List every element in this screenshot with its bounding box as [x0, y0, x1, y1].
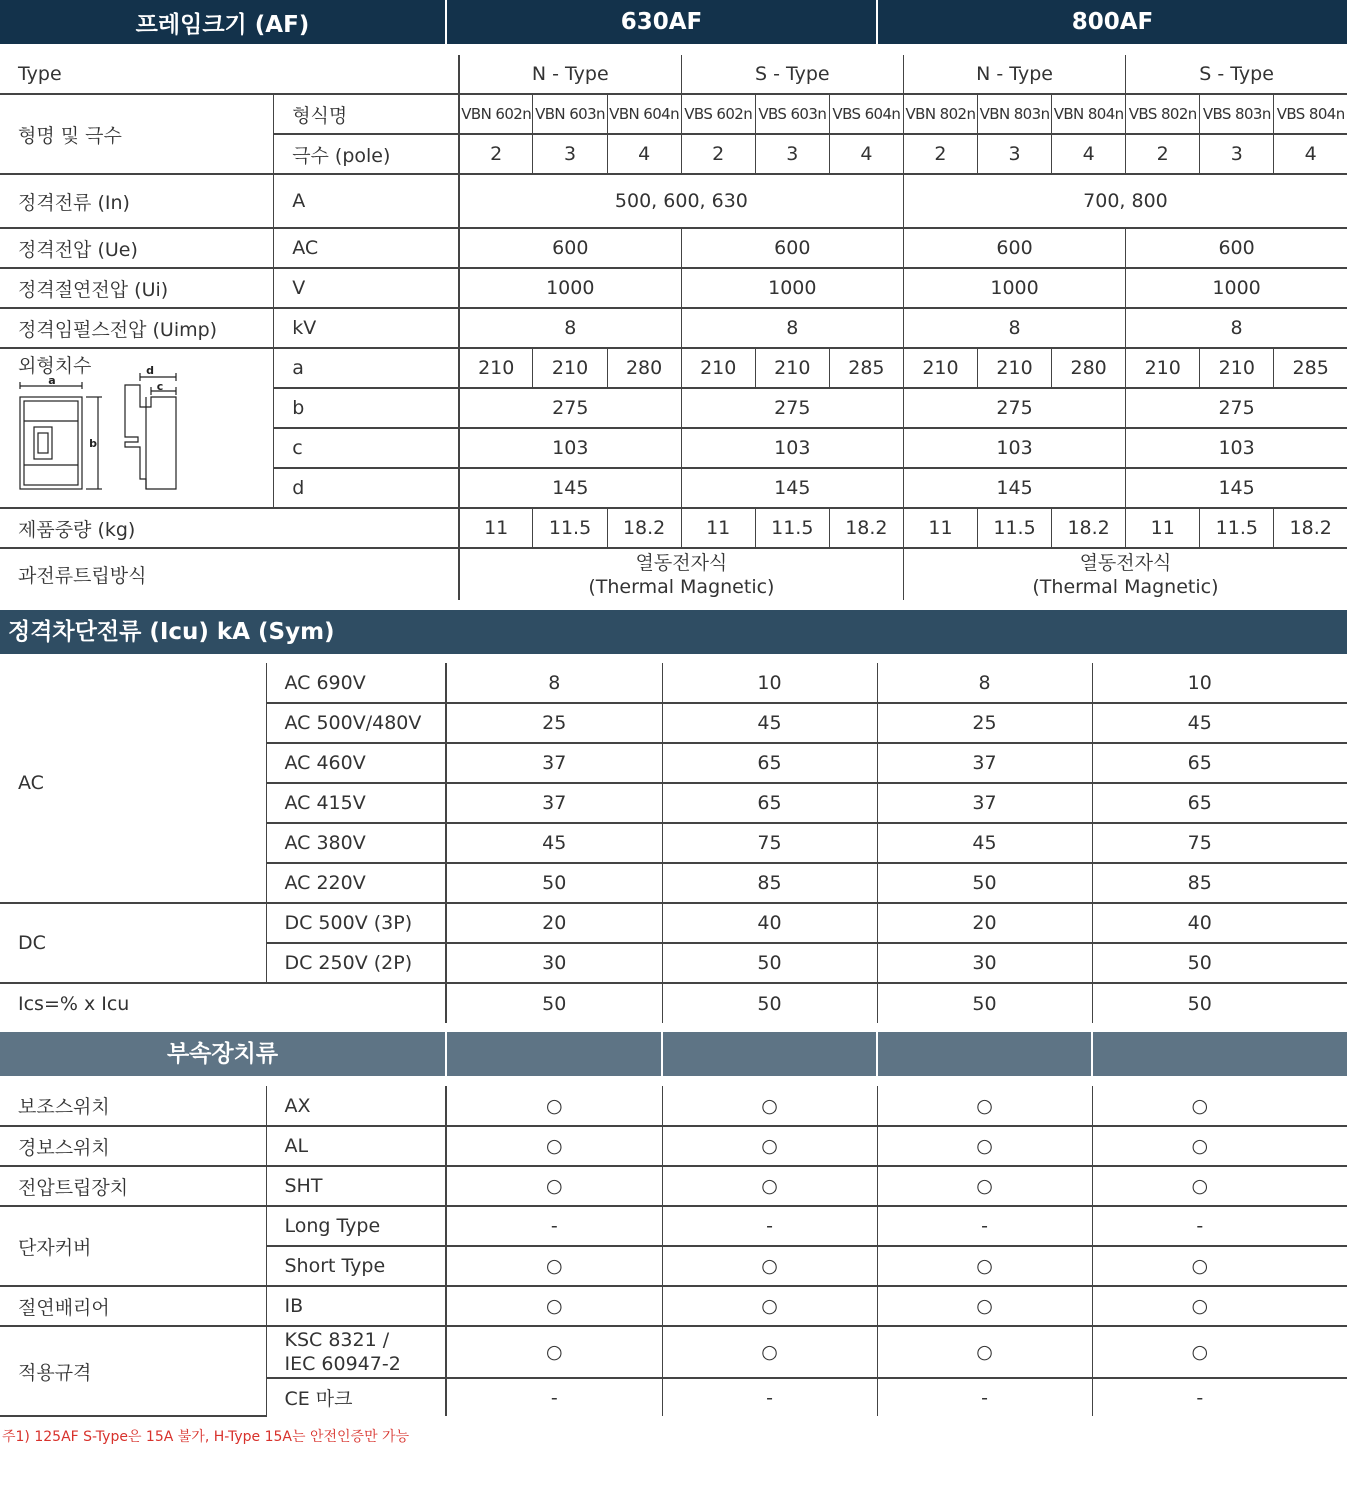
type-n-630: N - Type: [459, 55, 681, 94]
availability-mark: -: [446, 1378, 662, 1416]
ics-label: Ics=% x Icu: [18, 992, 130, 1015]
pole-value: 4: [829, 134, 903, 174]
voltage-label: DC 250V (2P): [266, 943, 446, 983]
ics-value: 50: [446, 983, 662, 1023]
icu-value: 85: [1092, 863, 1347, 903]
dim-a-value: 280: [607, 348, 681, 388]
weight-value: 11.5: [978, 508, 1052, 548]
icu-value: 85: [662, 863, 877, 903]
icu-value: 30: [446, 943, 662, 983]
icu-value: 37: [877, 783, 1092, 823]
model-name: VBS 604n: [829, 94, 903, 134]
weight-value: 11: [459, 508, 533, 548]
diagram-label-d: d: [146, 364, 154, 377]
availability-mark: ○: [662, 1286, 877, 1326]
availability-mark: ○: [446, 1326, 662, 1378]
icu-value: 37: [877, 743, 1092, 783]
aux-switch-row: [0, 1086, 1347, 1126]
impulse-voltage-value: 8: [1126, 308, 1347, 348]
weight-row: [0, 508, 1347, 548]
standard-ksc-row: [0, 1326, 1347, 1378]
insulation-voltage-row: [0, 268, 1347, 308]
standard-ce: CE 마크: [266, 1378, 446, 1416]
dim-b-value: 275: [1126, 388, 1347, 428]
frame-size-label: 프레임크기 (AF): [0, 0, 445, 44]
rated-current-unit: A: [274, 174, 459, 228]
availability-mark: ○: [877, 1166, 1092, 1206]
shunt-trip-label: 전압트립장치: [0, 1166, 266, 1206]
pole-value: 2: [1126, 134, 1200, 174]
icu-value: 75: [662, 823, 877, 863]
model-name-row: [0, 94, 1347, 134]
availability-mark: ○: [662, 1246, 877, 1286]
weight-value: 11: [681, 508, 755, 548]
dim-a-value: 210: [903, 348, 977, 388]
dim-a-value: 210: [533, 348, 607, 388]
availability-mark: ○: [1092, 1126, 1347, 1166]
pole-value: 4: [1274, 134, 1347, 174]
model-name: VBS 603n: [755, 94, 829, 134]
dim-a-value: 285: [1274, 348, 1347, 388]
type-label: Type: [0, 55, 459, 94]
rated-current-800: 700, 800: [903, 174, 1347, 228]
standard-ksc-line2: IEC 60947-2: [284, 1353, 401, 1375]
weight-value: 11: [903, 508, 977, 548]
icu-value: 25: [446, 703, 662, 743]
voltage-label: AC 500V/480V: [266, 703, 446, 743]
availability-mark: ○: [662, 1086, 877, 1126]
dim-c-value: 103: [1126, 428, 1347, 468]
pole-value: 2: [681, 134, 755, 174]
dim-d-value: 145: [681, 468, 903, 508]
rated-current-630: 500, 600, 630: [459, 174, 904, 228]
trip-630-line1: 열동전자식: [635, 551, 728, 574]
availability-mark: -: [662, 1378, 877, 1416]
model-name-label: 형식명: [274, 94, 459, 134]
availability-mark: -: [1092, 1378, 1347, 1416]
rated-current-row: [0, 174, 1347, 228]
icu-value: 75: [1092, 823, 1347, 863]
icu-value: 25: [877, 703, 1092, 743]
weight-value: 18.2: [1052, 508, 1126, 548]
dimension-diagram: [0, 349, 266, 508]
icu-value: 10: [662, 663, 877, 703]
ics-value: 50: [662, 983, 877, 1023]
ac-group-label: AC: [0, 663, 266, 903]
impulse-voltage-value: 8: [681, 308, 903, 348]
voltage-label: AC 415V: [266, 783, 446, 823]
shunt-trip-code: SHT: [266, 1166, 446, 1206]
dim-a-row: [0, 348, 1347, 388]
icu-value: 50: [877, 863, 1092, 903]
dim-d-value: 145: [1126, 468, 1347, 508]
insulation-barrier-row: [0, 1286, 1347, 1326]
weight-value: 11.5: [755, 508, 829, 548]
icu-value: 65: [662, 783, 877, 823]
icu-value: 65: [1092, 783, 1347, 823]
voltage-label: AC 380V: [266, 823, 446, 863]
voltage-label: AC 690V: [266, 663, 446, 703]
icu-value: 45: [446, 823, 662, 863]
terminal-cover-label: 단자커버: [0, 1206, 266, 1286]
aux-switch-label: 보조스위치: [0, 1086, 266, 1126]
trip-630: [459, 548, 904, 600]
availability-mark: -: [446, 1206, 662, 1246]
voltage-label: AC 220V: [266, 863, 446, 903]
accessories-table: [0, 1086, 1347, 1417]
icu-value: 45: [662, 703, 877, 743]
rated-voltage-value: 600: [903, 228, 1125, 268]
dim-d-value: 145: [903, 468, 1125, 508]
trip-800-line2: (Thermal Magnetic): [1032, 575, 1219, 598]
rated-voltage-value: 600: [459, 228, 681, 268]
model-name: VBS 802n: [1126, 94, 1200, 134]
model-name: VBN 603n: [533, 94, 607, 134]
weight-value: 18.2: [607, 508, 681, 548]
trip-630-line2: (Thermal Magnetic): [588, 575, 775, 598]
pole-value: 2: [459, 134, 533, 174]
icu-value: 50: [662, 943, 877, 983]
pole-value: 3: [533, 134, 607, 174]
accessories-header: [0, 1032, 1347, 1076]
pole-value: 3: [978, 134, 1052, 174]
dim-b-value: 275: [459, 388, 681, 428]
voltage-label: DC 500V (3P): [266, 903, 446, 943]
type-s-630: S - Type: [681, 55, 903, 94]
model-name: VBN 802n: [903, 94, 977, 134]
dimension-label: 외형치수: [18, 355, 92, 377]
model-name: VBS 602n: [681, 94, 755, 134]
dc-group-label: DC: [0, 903, 266, 983]
trip-800: [903, 548, 1347, 600]
ics-row: [0, 983, 1347, 1023]
model-group-label: 형명 및 극수: [0, 94, 274, 174]
pole-value: 4: [607, 134, 681, 174]
insulation-barrier-label: 절연배리어: [0, 1286, 266, 1326]
availability-mark: ○: [1092, 1326, 1347, 1378]
icu-value: 50: [1092, 943, 1347, 983]
availability-mark: ○: [877, 1126, 1092, 1166]
dim-b-value: 275: [681, 388, 903, 428]
insulation-voltage-unit: V: [274, 268, 459, 308]
type-n-800: N - Type: [903, 55, 1125, 94]
icu-value: 20: [877, 903, 1092, 943]
type-s-800: S - Type: [1126, 55, 1347, 94]
icu-value: 37: [446, 783, 662, 823]
voltage-label: AC 460V: [266, 743, 446, 783]
breaking-capacity-header: 정격차단전류 (Icu) kA (Sym): [0, 610, 1347, 654]
weight-value: 18.2: [1274, 508, 1347, 548]
availability-mark: -: [877, 1378, 1092, 1416]
standard-ksc: [266, 1326, 446, 1378]
pole-value: 3: [1200, 134, 1274, 174]
model-name: VBS 803n: [1200, 94, 1274, 134]
diagram-label-c: c: [156, 380, 164, 393]
header-800af: 800AF: [878, 0, 1347, 44]
insulation-voltage-label: 정격절연전압 (Ui): [0, 268, 274, 308]
availability-mark: ○: [877, 1246, 1092, 1286]
impulse-voltage-label: 정격임펄스전압 (Uimp): [0, 308, 274, 348]
pole-value: 3: [755, 134, 829, 174]
header-630af: 630AF: [447, 0, 876, 44]
icu-value: 45: [877, 823, 1092, 863]
availability-mark: -: [1092, 1206, 1347, 1246]
diagram-label-a: a: [48, 374, 56, 387]
icu-value: 10: [1092, 663, 1347, 703]
dim-c-value: 103: [459, 428, 681, 468]
dim-b-value: 275: [903, 388, 1125, 428]
rated-voltage-value: 600: [681, 228, 903, 268]
insulation-voltage-value: 1000: [681, 268, 903, 308]
availability-mark: ○: [1092, 1286, 1347, 1326]
icu-value: 65: [662, 743, 877, 783]
weight-value: 11.5: [1200, 508, 1274, 548]
insulation-voltage-value: 1000: [1126, 268, 1347, 308]
dim-a-value: 210: [1200, 348, 1274, 388]
insulation-voltage-value: 1000: [903, 268, 1125, 308]
availability-mark: -: [662, 1206, 877, 1246]
dim-a-value: 210: [459, 348, 533, 388]
weight-value: 18.2: [829, 508, 903, 548]
model-name: VBN 602n: [459, 94, 533, 134]
icu-value: 45: [1092, 703, 1347, 743]
icu-value: 65: [1092, 743, 1347, 783]
pole-value: 4: [1052, 134, 1126, 174]
dim-a-value: 285: [829, 348, 903, 388]
dim-b-label: b: [274, 388, 459, 428]
rated-voltage-unit: AC: [274, 228, 459, 268]
weight-value: 11: [1126, 508, 1200, 548]
weight-label: 제품중량 (kg): [0, 508, 459, 548]
type-row: [0, 55, 1347, 94]
rated-voltage-value: 600: [1126, 228, 1347, 268]
alarm-switch-row: [0, 1126, 1347, 1166]
availability-mark: ○: [1092, 1166, 1347, 1206]
ics-value: 50: [1092, 983, 1347, 1023]
dim-a-value: 280: [1052, 348, 1126, 388]
availability-mark: -: [877, 1206, 1092, 1246]
trip-label: 과전류트립방식: [18, 565, 147, 587]
trip-800-line1: 열동전자식: [1079, 551, 1172, 574]
dim-d-label: d: [274, 468, 459, 508]
insulation-barrier-code: IB: [266, 1286, 446, 1326]
aux-switch-code: AX: [266, 1086, 446, 1126]
weight-value: 11.5: [533, 508, 607, 548]
dimension-cell: [0, 348, 274, 508]
availability-mark: ○: [662, 1126, 877, 1166]
rated-voltage-row: [0, 228, 1347, 268]
model-name: VBN 803n: [978, 94, 1052, 134]
dim-a-value: 210: [681, 348, 755, 388]
icu-value: 30: [877, 943, 1092, 983]
model-name: VBS 804n: [1274, 94, 1347, 134]
dim-a-label: a: [274, 348, 459, 388]
availability-mark: ○: [446, 1086, 662, 1126]
breaking-table: [0, 663, 1347, 1023]
accessories-title: 부속장치류: [166, 1041, 279, 1067]
trip-row: [0, 548, 1347, 600]
footnote: 주1) 125AF S-Type은 15A 불가, H-Type 15A는 안전인증만 가능: [2, 1429, 410, 1445]
availability-mark: ○: [877, 1326, 1092, 1378]
diagram-label-b: b: [89, 437, 97, 450]
dim-d-value: 145: [459, 468, 681, 508]
availability-mark: ○: [446, 1166, 662, 1206]
terminal-cover-long-row: [0, 1206, 1347, 1246]
model-name: VBN 604n: [607, 94, 681, 134]
terminal-cover-short: Short Type: [266, 1246, 446, 1286]
icu-row: [0, 663, 1347, 703]
availability-mark: ○: [1092, 1246, 1347, 1286]
terminal-cover-long: Long Type: [266, 1206, 446, 1246]
icu-value: 20: [446, 903, 662, 943]
impulse-voltage-value: 8: [459, 308, 681, 348]
icu-value: 40: [1092, 903, 1347, 943]
alarm-switch-code: AL: [266, 1126, 446, 1166]
availability-mark: ○: [877, 1286, 1092, 1326]
ics-value: 50: [877, 983, 1092, 1023]
shunt-trip-row: [0, 1166, 1347, 1206]
availability-mark: ○: [877, 1086, 1092, 1126]
dim-c-label: c: [274, 428, 459, 468]
dim-c-value: 103: [681, 428, 903, 468]
availability-mark: ○: [1092, 1086, 1347, 1126]
icu-value: 40: [662, 903, 877, 943]
availability-mark: ○: [446, 1126, 662, 1166]
impulse-voltage-value: 8: [903, 308, 1125, 348]
icu-value: 50: [446, 863, 662, 903]
insulation-voltage-value: 1000: [459, 268, 681, 308]
icu-value: 8: [446, 663, 662, 703]
icu-value: 37: [446, 743, 662, 783]
pole-label: 극수 (pole): [274, 134, 459, 174]
standard-ksc-line1: KSC 8321 /: [284, 1329, 390, 1351]
availability-mark: ○: [446, 1286, 662, 1326]
impulse-voltage-row: [0, 308, 1347, 348]
availability-mark: ○: [662, 1326, 877, 1378]
standard-label: 적용규격: [0, 1326, 266, 1416]
availability-mark: ○: [662, 1166, 877, 1206]
icu-value: 8: [877, 663, 1092, 703]
dim-a-value: 210: [755, 348, 829, 388]
alarm-switch-label: 경보스위치: [0, 1126, 266, 1166]
availability-mark: ○: [446, 1246, 662, 1286]
rated-voltage-label: 정격전압 (Ue): [0, 228, 274, 268]
dim-a-value: 210: [1126, 348, 1200, 388]
icu-row: [0, 903, 1347, 943]
dim-a-value: 210: [978, 348, 1052, 388]
spec-table: [0, 55, 1347, 600]
model-name: VBN 804n: [1052, 94, 1126, 134]
impulse-voltage-unit: kV: [274, 308, 459, 348]
rated-current-label: 정격전류 (In): [0, 174, 274, 228]
pole-value: 2: [903, 134, 977, 174]
frame-header: [0, 0, 1347, 44]
dim-c-value: 103: [903, 428, 1125, 468]
